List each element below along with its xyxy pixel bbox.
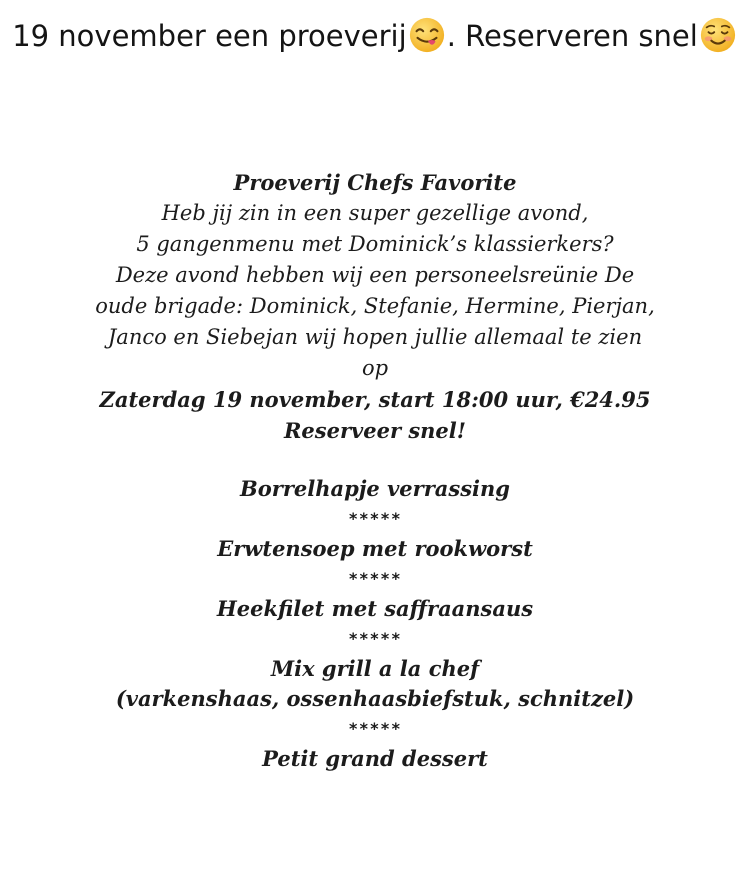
face-savoring-food-icon [408,16,446,54]
post-caption [0,14,750,58]
reserve-cta: Reserveer snel! [283,418,466,443]
event-date: Zaterdag 19 november, start 18:00 uur, €24.95 [99,387,651,412]
smiling-face-icon [699,16,737,54]
intro-line: oude brigade: Dominick, Stefanie, Hermine, Pierjan, [95,294,655,318]
intro-line: 5 gangenmenu met Dominick’s klassierkers? [136,232,614,256]
spacer [0,446,750,474]
course-4-details: (varkenshaas, ossenhaasbiefstuk, schnitzel) [115,686,635,711]
intro-line: Janco en Siebejan wij hopen jullie allemaal te zien [107,325,643,349]
course-1: Borrelhapje verrassing [240,476,510,501]
caption-text-1: 19 november een proeverij [12,19,407,53]
course-4: Mix grill a la chef [270,656,480,681]
course-separator: ***** [348,629,402,648]
course-3: Heekfilet met saffraansaus [216,596,534,621]
caption-text-2: . Reserveren snel [446,19,698,53]
course-separator: ***** [348,719,402,738]
intro-line: Heb jij zin in een super gezellige avond, [161,201,589,225]
course-5: Petit grand dessert [262,746,488,771]
course-separator: ***** [348,509,402,528]
menu-flyer [0,167,750,774]
intro-line: Deze avond hebben wij een personeelsreünie De [115,263,635,287]
flyer-title: Proeverij Chefs Favorite [233,170,517,195]
intro-line: op [361,356,389,380]
course-separator: ***** [348,569,402,588]
course-2: Erwtensoep met rookworst [217,536,533,561]
